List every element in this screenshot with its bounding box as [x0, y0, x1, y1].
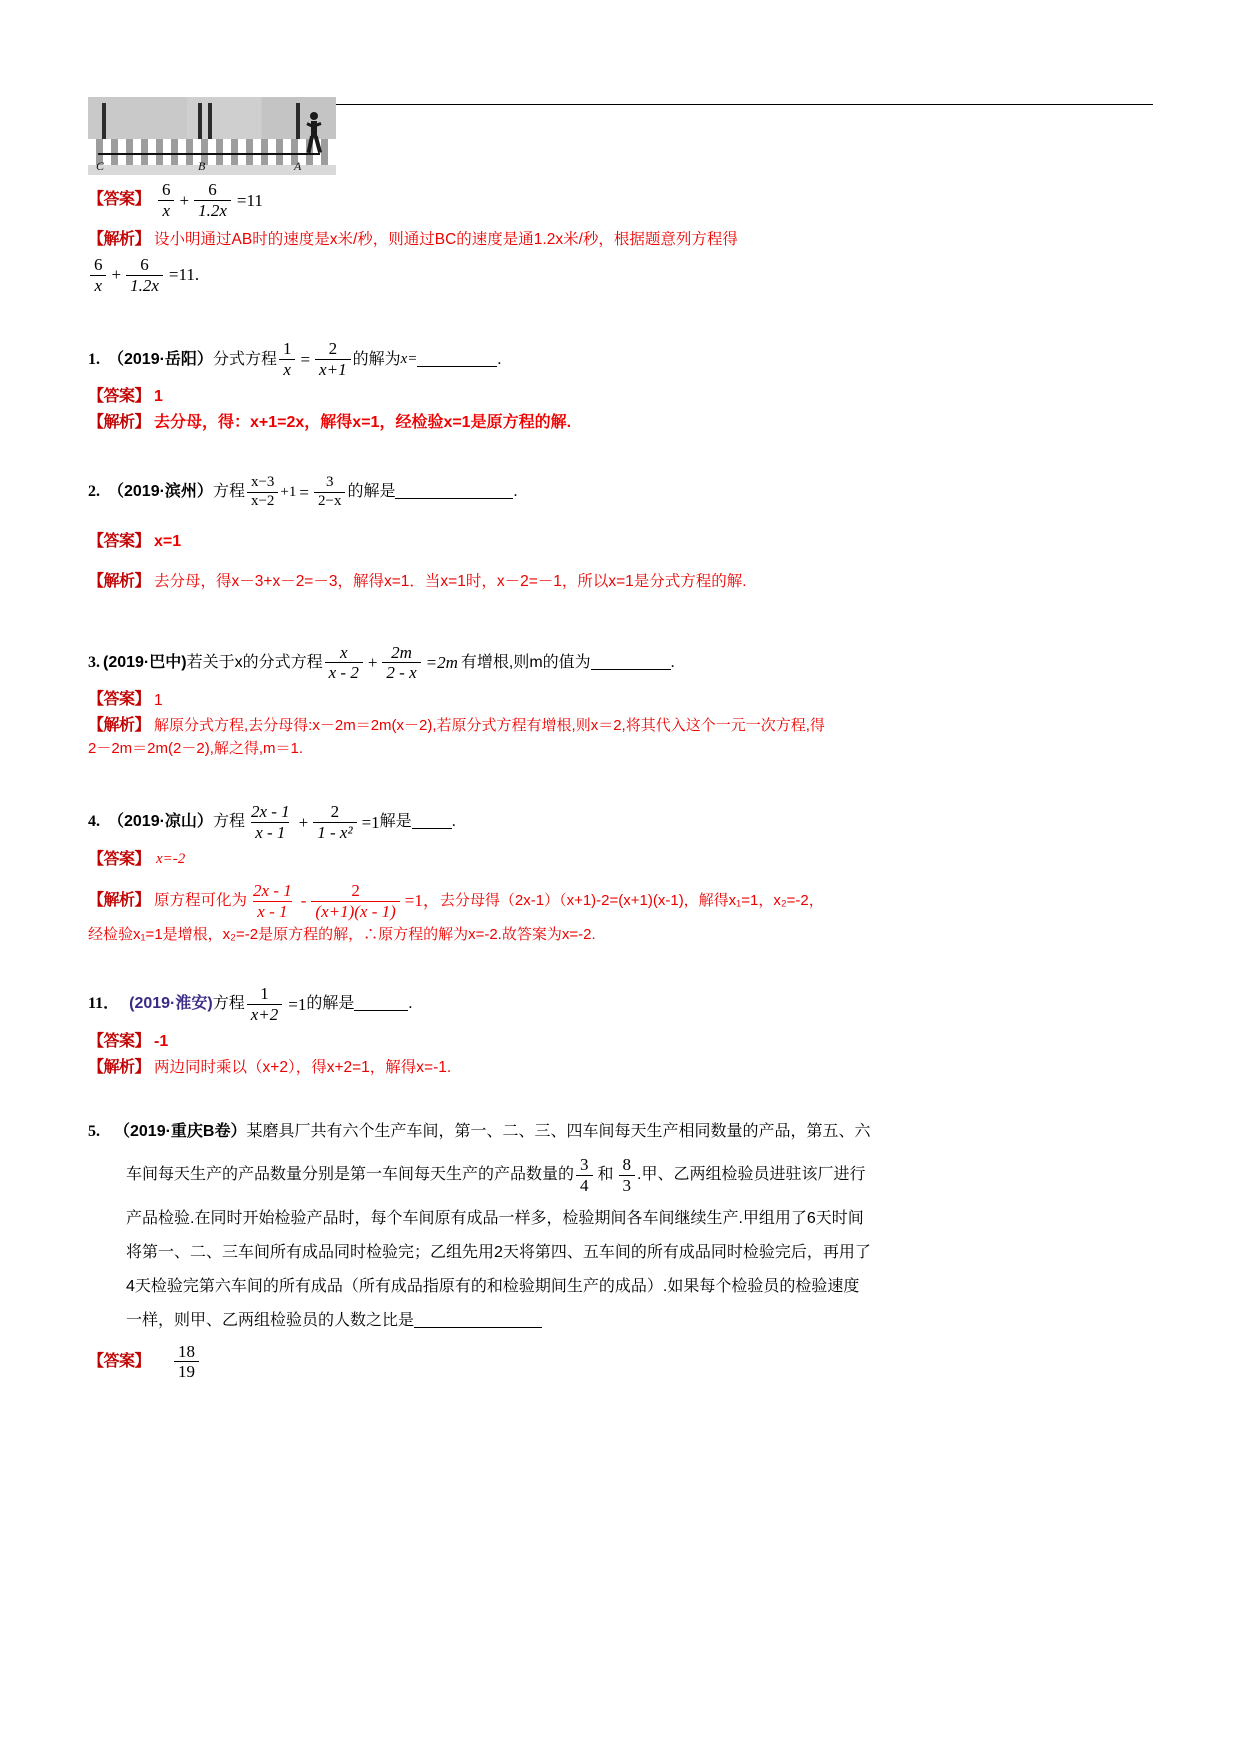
period: .	[451, 813, 456, 831]
problem5-line6: 一样，则甲、乙两组检验员的人数之比是	[126, 1311, 415, 1329]
period: .	[408, 995, 413, 1013]
frac-numerator: 2	[330, 802, 340, 821]
answer-blank[interactable]	[354, 997, 408, 1011]
problem4-analysis-line2: 经检验x₁=1是增根，x₂=-2是原方程的解，∴原方程的解为x=-2.故答案为x=-2.	[88, 926, 596, 944]
problem4-analysis-a: 原方程可化为	[154, 892, 248, 910]
frac-numerator: 2m	[391, 642, 412, 662]
answer-blank[interactable]	[591, 656, 671, 670]
problem3-answer: 1	[154, 691, 163, 709]
page-content	[88, 104, 1153, 1381]
problem1-equation	[277, 340, 353, 379]
problem4-analysis-equation	[247, 882, 440, 921]
problem5-line5: 4天检验完第六车间的所有成品（所有成品指原有的和检验期间生产的成品）.如果每个检验员的检验速度	[126, 1277, 860, 1295]
problem-source: (2019·淮安)	[129, 995, 213, 1013]
problem1-answer: 1	[154, 388, 163, 406]
problem5-fraction-b	[617, 1156, 638, 1195]
problem-stem-a: 方程	[212, 813, 245, 831]
frac-denominator: 1.2x	[126, 275, 163, 295]
problem-source: （2019·凉山）	[108, 813, 213, 831]
equation-rhs: =11	[236, 190, 263, 210]
problem-stem-a: 分式方程	[212, 350, 277, 368]
problem3-analysis-line2: 2－2m＝2m(2－2),解之得,m＝1.	[88, 740, 304, 758]
frac-denominator: x - 1	[251, 822, 289, 842]
problem-number: 11．	[88, 995, 120, 1013]
analysis-label: 【解析】	[88, 892, 151, 910]
problem11-equation	[245, 985, 307, 1024]
problem0-analysis-math: $\frac{6}{x}$ + $\frac{6}{1.2x}$ =11 .	[88, 256, 199, 295]
frac-denominator: 19	[174, 1361, 199, 1381]
problem-source: （2019·重庆B卷）	[114, 1122, 247, 1140]
frac-denominator: x - 1	[253, 901, 291, 921]
analysis-label: 【解析】	[88, 717, 151, 735]
problem-stem-a: 若关于x的分式方程	[186, 653, 323, 671]
frac-numerator: 18	[178, 1341, 196, 1361]
frac-numerator: 8	[622, 1154, 632, 1174]
frac-numerator: 6	[94, 254, 103, 274]
frac-numerator: x	[339, 642, 348, 662]
plus-one: +1	[280, 483, 297, 500]
answer-label: 【答案】	[88, 850, 151, 868]
frac-numerator: 6	[208, 180, 217, 199]
problem4-analysis-b: 去分母得（2x-1）（x+1)-2=(x+1)(x-1)，解得x₁=1，x₂=-2，	[439, 891, 824, 909]
problem3-equation	[323, 644, 458, 683]
problem0-analysis	[88, 230, 1153, 295]
frac-numerator: 3	[580, 1154, 589, 1174]
period: .	[497, 350, 502, 368]
frac-denominator: x	[279, 359, 295, 379]
problem0-answer-math: $\frac{6}{x}$ + $\frac{6}{1.2x}$ =11	[156, 181, 263, 220]
answer-blank[interactable]	[414, 1314, 542, 1328]
equals-sign: =	[299, 482, 309, 502]
problem4-answer: x=-2	[156, 851, 186, 868]
problem-1	[88, 340, 1153, 433]
plus-sign: +	[298, 812, 309, 832]
answer-blank[interactable]	[395, 485, 513, 499]
problem-3	[88, 644, 1153, 759]
problem-stem-b: 的解是	[306, 995, 355, 1013]
period: .	[194, 265, 200, 285]
railing-figure	[88, 97, 336, 175]
problem-stem-a: 方程	[212, 995, 245, 1013]
problem-stem-b: 有增根,则m的值为	[460, 653, 591, 671]
frac-denominator: 1.2x	[194, 200, 231, 220]
problem-number: 5.	[88, 1122, 100, 1140]
answer-label: 【答案】	[88, 1352, 151, 1370]
frac-numerator: 6	[162, 180, 171, 199]
problem-stem-b: 解是	[379, 813, 412, 831]
figure-baseline	[98, 153, 320, 155]
problem0-answer	[88, 181, 1153, 220]
analysis-label: 【解析】	[88, 572, 151, 590]
frac-numerator: 2	[328, 339, 338, 359]
equation-rhs: =2m	[425, 653, 458, 673]
frac-denominator: (x+1)(x - 1)	[311, 901, 399, 921]
analysis-label: 【解析】	[88, 1058, 151, 1076]
figure-post-b2	[208, 103, 212, 139]
figure-post-a	[296, 103, 300, 139]
problem5-line3: 产品检验.在同时开始检验产品时，每个车间原有成品一样多，检验期间各车间继续生产.甲组用了6天时间	[126, 1209, 864, 1227]
frac-denominator: x - 2	[325, 662, 363, 682]
equation-rhs: =1，	[404, 891, 440, 911]
answer-label: 【答案】	[88, 388, 151, 406]
frac-numerator: 6	[140, 254, 149, 274]
problem-stem-b: 的解是	[347, 483, 396, 501]
problem5-line2c: .甲、乙两组检验员进驻该厂进行	[637, 1166, 866, 1184]
problem-number: 3.	[88, 653, 100, 671]
problem-2	[88, 475, 1153, 592]
answer-label: 【答案】	[88, 691, 151, 709]
period: .	[670, 653, 675, 671]
answer-label: 【答案】	[88, 532, 151, 550]
frac-denominator: x−2	[247, 492, 278, 510]
answer-blank[interactable]	[412, 815, 452, 829]
problem-number: 4.	[88, 813, 100, 831]
analysis-label: 【解析】	[88, 414, 151, 432]
figure-label-c: C	[96, 159, 105, 173]
frac-numerator: 2x - 1	[250, 802, 290, 821]
equals-sign: =	[300, 350, 311, 370]
equation-rhs: =1	[361, 812, 380, 832]
frac-numerator: 1	[260, 984, 269, 1004]
minus-sign: -	[300, 891, 307, 911]
problem-11	[88, 985, 1153, 1078]
frac-denominator: x+1	[315, 359, 351, 379]
problem4-equation	[245, 803, 380, 842]
problem-stem-a: 方程	[212, 483, 245, 501]
figure-post-b1	[198, 103, 202, 139]
problem-number: 2.	[88, 483, 100, 501]
frac-denominator: 4	[576, 1175, 593, 1195]
plus-sign: +	[367, 653, 378, 673]
problem-stem-b: 的解为	[352, 350, 401, 368]
problem5-line2b: 和	[597, 1166, 614, 1184]
frac-denominator: x	[90, 275, 106, 295]
frac-denominator: 2−x	[314, 492, 345, 510]
frac-numerator: 1	[282, 339, 292, 359]
figure-label-a: A	[294, 159, 302, 173]
variable-label: x=	[400, 351, 418, 368]
frac-numerator: 3	[325, 474, 334, 491]
frac-denominator: 1 - x²	[313, 822, 356, 842]
answer-label: 【答案】	[88, 1032, 151, 1050]
frac-numerator: 2	[351, 880, 360, 900]
problem3-analysis-line1: 解原分式方程,去分母得:x－2m＝2m(x－2),若原分式方程有增根,则x＝2,将其代入这个一元一次方程,得	[154, 716, 825, 734]
answer-label: 【答案】	[88, 191, 151, 209]
problem5-line4: 将第一、二、三车间所有成品同时检验完；乙组先用2天将第四、五车间的所有成品同时检验完后，再用了	[126, 1243, 871, 1261]
answer-blank[interactable]	[417, 353, 497, 367]
problem0-analysis-text: 设小明通过AB时的速度是x米/秒，则通过BC的速度是通1.2x米/秒，根据题意列方程得	[154, 231, 738, 248]
problem-4	[88, 803, 1153, 945]
figure-post-c	[102, 103, 106, 139]
frac-denominator: 2 - x	[382, 662, 420, 682]
problem2-equation	[245, 475, 348, 510]
figure-label-b: B	[198, 159, 206, 173]
problem-source: （2019·滨州）	[108, 483, 213, 501]
equation-rhs: =11	[168, 265, 195, 285]
problem11-answer: -1	[154, 1032, 169, 1050]
problem-number: 1.	[88, 350, 100, 368]
problem5-line1: 某磨具厂共有六个生产车间，第一、二、三、四车间每天生产相同数量的产品，第五、六	[246, 1122, 871, 1140]
frac-denominator: x	[158, 200, 174, 220]
frac-numerator: x−3	[250, 474, 275, 491]
problem5-fraction-a	[574, 1156, 595, 1195]
equation-rhs: =1	[288, 994, 307, 1014]
analysis-label: 【解析】	[88, 230, 151, 248]
problem5-answer-fraction	[172, 1343, 201, 1382]
problem-source: (2019·巴中)	[103, 653, 187, 671]
pedestrian-icon	[306, 111, 322, 155]
problem2-answer: x=1	[154, 532, 182, 550]
problem-5	[88, 1122, 1153, 1381]
problem2-analysis: 去分母，得x－3+x－2=－3，解得x=1．当x=1时，x－2=－1，所以x=1是分式方程的解.	[154, 572, 747, 590]
problem5-line2a: 车间每天生产的产品数量分别是第一车间每天生产的产品数量的	[126, 1166, 575, 1184]
frac-denominator: 3	[619, 1175, 636, 1195]
problem-source: （2019·岳阳）	[108, 350, 213, 368]
problem1-analysis: 去分母，得：x+1=2x，解得x=1，经检验x=1是原方程的解.	[154, 414, 572, 432]
period: .	[513, 483, 518, 501]
frac-denominator: x+2	[247, 1004, 283, 1024]
problem11-analysis: 两边同时乘以（x+2），得x+2=1，解得x=-1.	[154, 1059, 452, 1077]
frac-numerator: 2x - 1	[253, 880, 292, 900]
